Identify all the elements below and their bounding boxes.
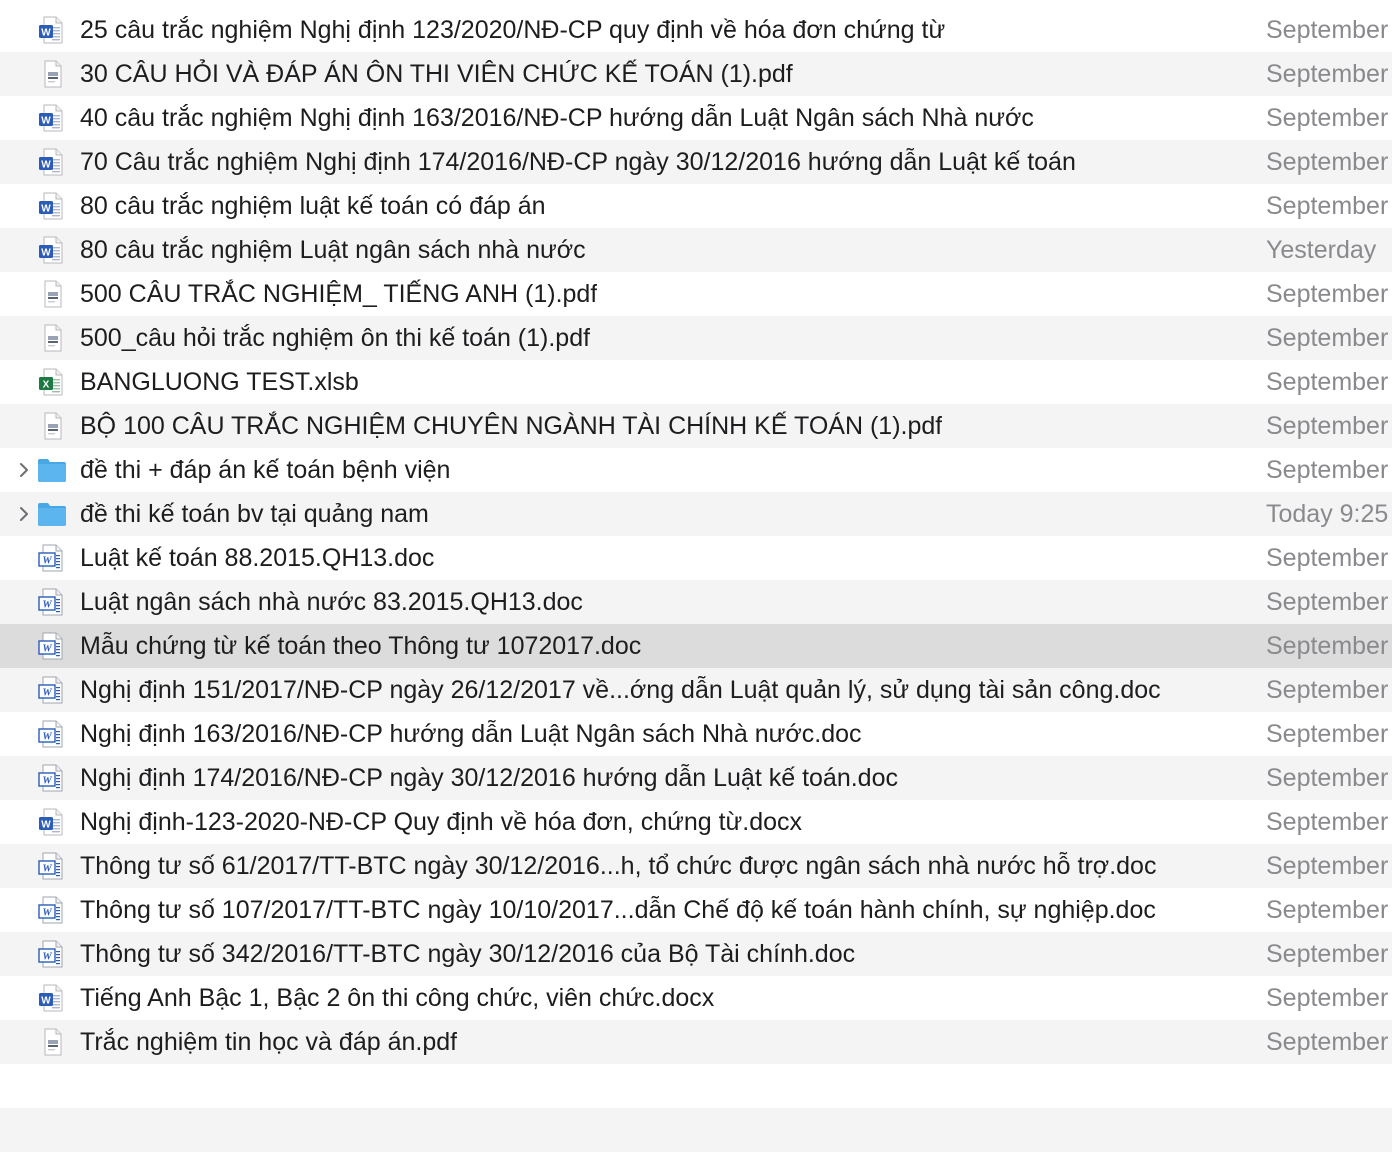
date-modified: September [1266,16,1389,44]
date-modified: September [1266,192,1389,220]
svg-text:W: W [42,599,52,611]
date-modified: September [1266,984,1389,1012]
folder-row[interactable] [0,448,1392,492]
disclosure-chevron-icon[interactable] [15,505,33,523]
file-name: Luật kế toán 88.2015.QH13.doc [80,544,435,572]
file-name: 25 câu trắc nghiệm Nghị định 123/2020/NĐ-CP quy định về hóa đơn chứng từ [80,16,946,44]
file-row[interactable] [0,184,1392,228]
word-doc-icon [37,939,67,969]
excel-file-icon [37,367,67,397]
file-name: 40 câu trắc nghiệm Nghị định 163/2016/NĐ-CP hướng dẫn Luật Ngân sách Nhà nước [80,104,1034,132]
word-docx-icon [37,147,67,177]
file-row[interactable] [0,52,1392,96]
date-modified: September [1266,588,1389,616]
file-name: Nghị định-123-2020-NĐ-CP Quy định về hóa đơn, chứng từ.docx [80,808,803,836]
word-doc-icon [37,631,67,661]
pdf-file-icon [37,323,67,353]
svg-text:W: W [41,247,51,259]
file-row[interactable] [0,360,1392,404]
file-row[interactable] [0,8,1392,52]
file-row[interactable] [0,536,1392,580]
date-modified: September [1266,632,1389,660]
file-row[interactable] [0,272,1392,316]
word-docx-icon [37,807,67,837]
file-name: đề thi + đáp án kế toán bệnh viện [80,456,451,484]
date-modified: September [1266,852,1389,880]
word-docx-icon [37,15,67,45]
file-row[interactable] [0,228,1392,272]
file-name: Nghị định 163/2016/NĐ-CP hướng dẫn Luật Ngân sách Nhà nước.doc [80,720,862,748]
file-list [0,8,1392,1064]
svg-text:W: W [41,203,51,215]
word-doc-icon [37,851,67,881]
svg-text:W: W [42,643,52,655]
file-row[interactable] [0,404,1392,448]
svg-text:W: W [42,863,52,875]
file-row[interactable] [0,316,1392,360]
svg-text:W: W [42,951,52,963]
file-name: Thông tư số 61/2017/TT-BTC ngày 30/12/2016...h, tổ chức được ngân sách nhà nước hỗ trợ.doc [80,852,1157,880]
date-modified: September [1266,456,1389,484]
word-doc-icon [37,719,67,749]
date-modified: September [1266,808,1389,836]
file-row[interactable] [0,580,1392,624]
file-name: 70 Câu trắc nghiệm Nghị định 174/2016/NĐ-CP ngày 30/12/2016 hướng dẫn Luật kế toán [80,148,1076,176]
word-docx-icon [37,191,67,221]
word-doc-icon [37,763,67,793]
file-name: Tiếng Anh Bậc 1, Bậc 2 ôn thi công chức, viên chức.docx [80,984,715,1012]
word-doc-icon [37,675,67,705]
file-name: BỘ 100 CÂU TRẮC NGHIỆM CHUYÊN NGÀNH TÀI CHÍNH KẾ TOÁN (1).pdf [80,412,943,440]
svg-text:W: W [42,555,52,567]
svg-text:W: W [41,115,51,127]
file-row[interactable] [0,800,1392,844]
svg-text:W: W [41,995,51,1007]
date-modified: September [1266,544,1389,572]
file-name: Thông tư số 107/2017/TT-BTC ngày 10/10/2017...dẫn Chế độ kế toán hành chính, sự nghiệp.doc [80,896,1156,924]
file-name: Nghị định 151/2017/NĐ-CP ngày 26/12/2017 về...ớng dẫn Luật quản lý, sử dụng tài sản công.doc [80,676,1161,704]
date-modified: September [1266,940,1389,968]
file-row[interactable] [0,96,1392,140]
empty-list-area [0,1108,1392,1152]
date-modified: September [1266,368,1389,396]
svg-text:W: W [42,731,52,743]
file-name: 80 câu trắc nghiệm Luật ngân sách nhà nước [80,236,586,264]
word-docx-icon [37,103,67,133]
pdf-file-icon [37,411,67,441]
file-row[interactable] [0,668,1392,712]
file-row[interactable] [0,844,1392,888]
file-row[interactable] [0,756,1392,800]
date-modified: September [1266,720,1389,748]
file-name: Luật ngân sách nhà nước 83.2015.QH13.doc [80,588,583,616]
file-name: 500_câu hỏi trắc nghiệm ôn thi kế toán (1).pdf [80,324,591,352]
date-modified: September [1266,412,1389,440]
word-docx-icon [37,235,67,265]
file-name: đề thi kế toán bv tại quảng nam [80,500,429,528]
date-modified: September [1266,280,1389,308]
svg-text:W: W [41,819,51,831]
folder-row[interactable] [0,492,1392,536]
word-doc-icon [37,587,67,617]
folder-icon [37,499,67,529]
file-row[interactable] [0,932,1392,976]
date-modified: September [1266,104,1389,132]
file-name: Nghị định 174/2016/NĐ-CP ngày 30/12/2016 hướng dẫn Luật kế toán.doc [80,764,898,792]
date-modified: September [1266,324,1389,352]
file-row[interactable] [0,712,1392,756]
date-modified: Today 9:25 [1266,500,1389,528]
file-row[interactable] [0,140,1392,184]
file-name: Thông tư số 342/2016/TT-BTC ngày 30/12/2016 của Bộ Tài chính.doc [80,940,856,968]
date-modified: Yesterday [1266,236,1377,264]
date-modified: September [1266,148,1389,176]
file-row[interactable] [0,976,1392,1020]
svg-text:W: W [42,687,52,699]
date-modified: September [1266,896,1389,924]
file-name: Trắc nghiệm tin học và đáp án.pdf [80,1028,458,1056]
date-modified: September [1266,60,1389,88]
file-row[interactable] [0,624,1392,668]
word-doc-icon [37,543,67,573]
pdf-file-icon [37,279,67,309]
folder-icon [37,455,67,485]
file-name: 500 CÂU TRẮC NGHIỆM_ TIẾNG ANH (1).pdf [80,280,598,308]
file-row[interactable] [0,1020,1392,1064]
svg-text:W: W [41,159,51,171]
pdf-file-icon [37,59,67,89]
file-name: Mẫu chứng từ kế toán theo Thông tư 1072017.doc [80,632,642,660]
file-row[interactable] [0,888,1392,932]
date-modified: September [1266,1028,1389,1056]
svg-text:X: X [42,379,50,391]
file-name: 30 CÂU HỎI VÀ ĐÁP ÁN ÔN THI VIÊN CHỨC KẾ TOÁN (1).pdf [80,60,793,88]
pdf-file-icon [37,1027,67,1057]
disclosure-chevron-icon[interactable] [15,461,33,479]
svg-text:W: W [42,907,52,919]
word-docx-icon [37,983,67,1013]
svg-text:W: W [42,775,52,787]
word-doc-icon [37,895,67,925]
date-modified: September [1266,764,1389,792]
file-name: 80 câu trắc nghiệm luật kế toán có đáp án [80,192,546,220]
file-name: BANGLUONG TEST.xlsb [80,368,359,396]
date-modified: September [1266,676,1389,704]
svg-text:W: W [41,27,51,39]
